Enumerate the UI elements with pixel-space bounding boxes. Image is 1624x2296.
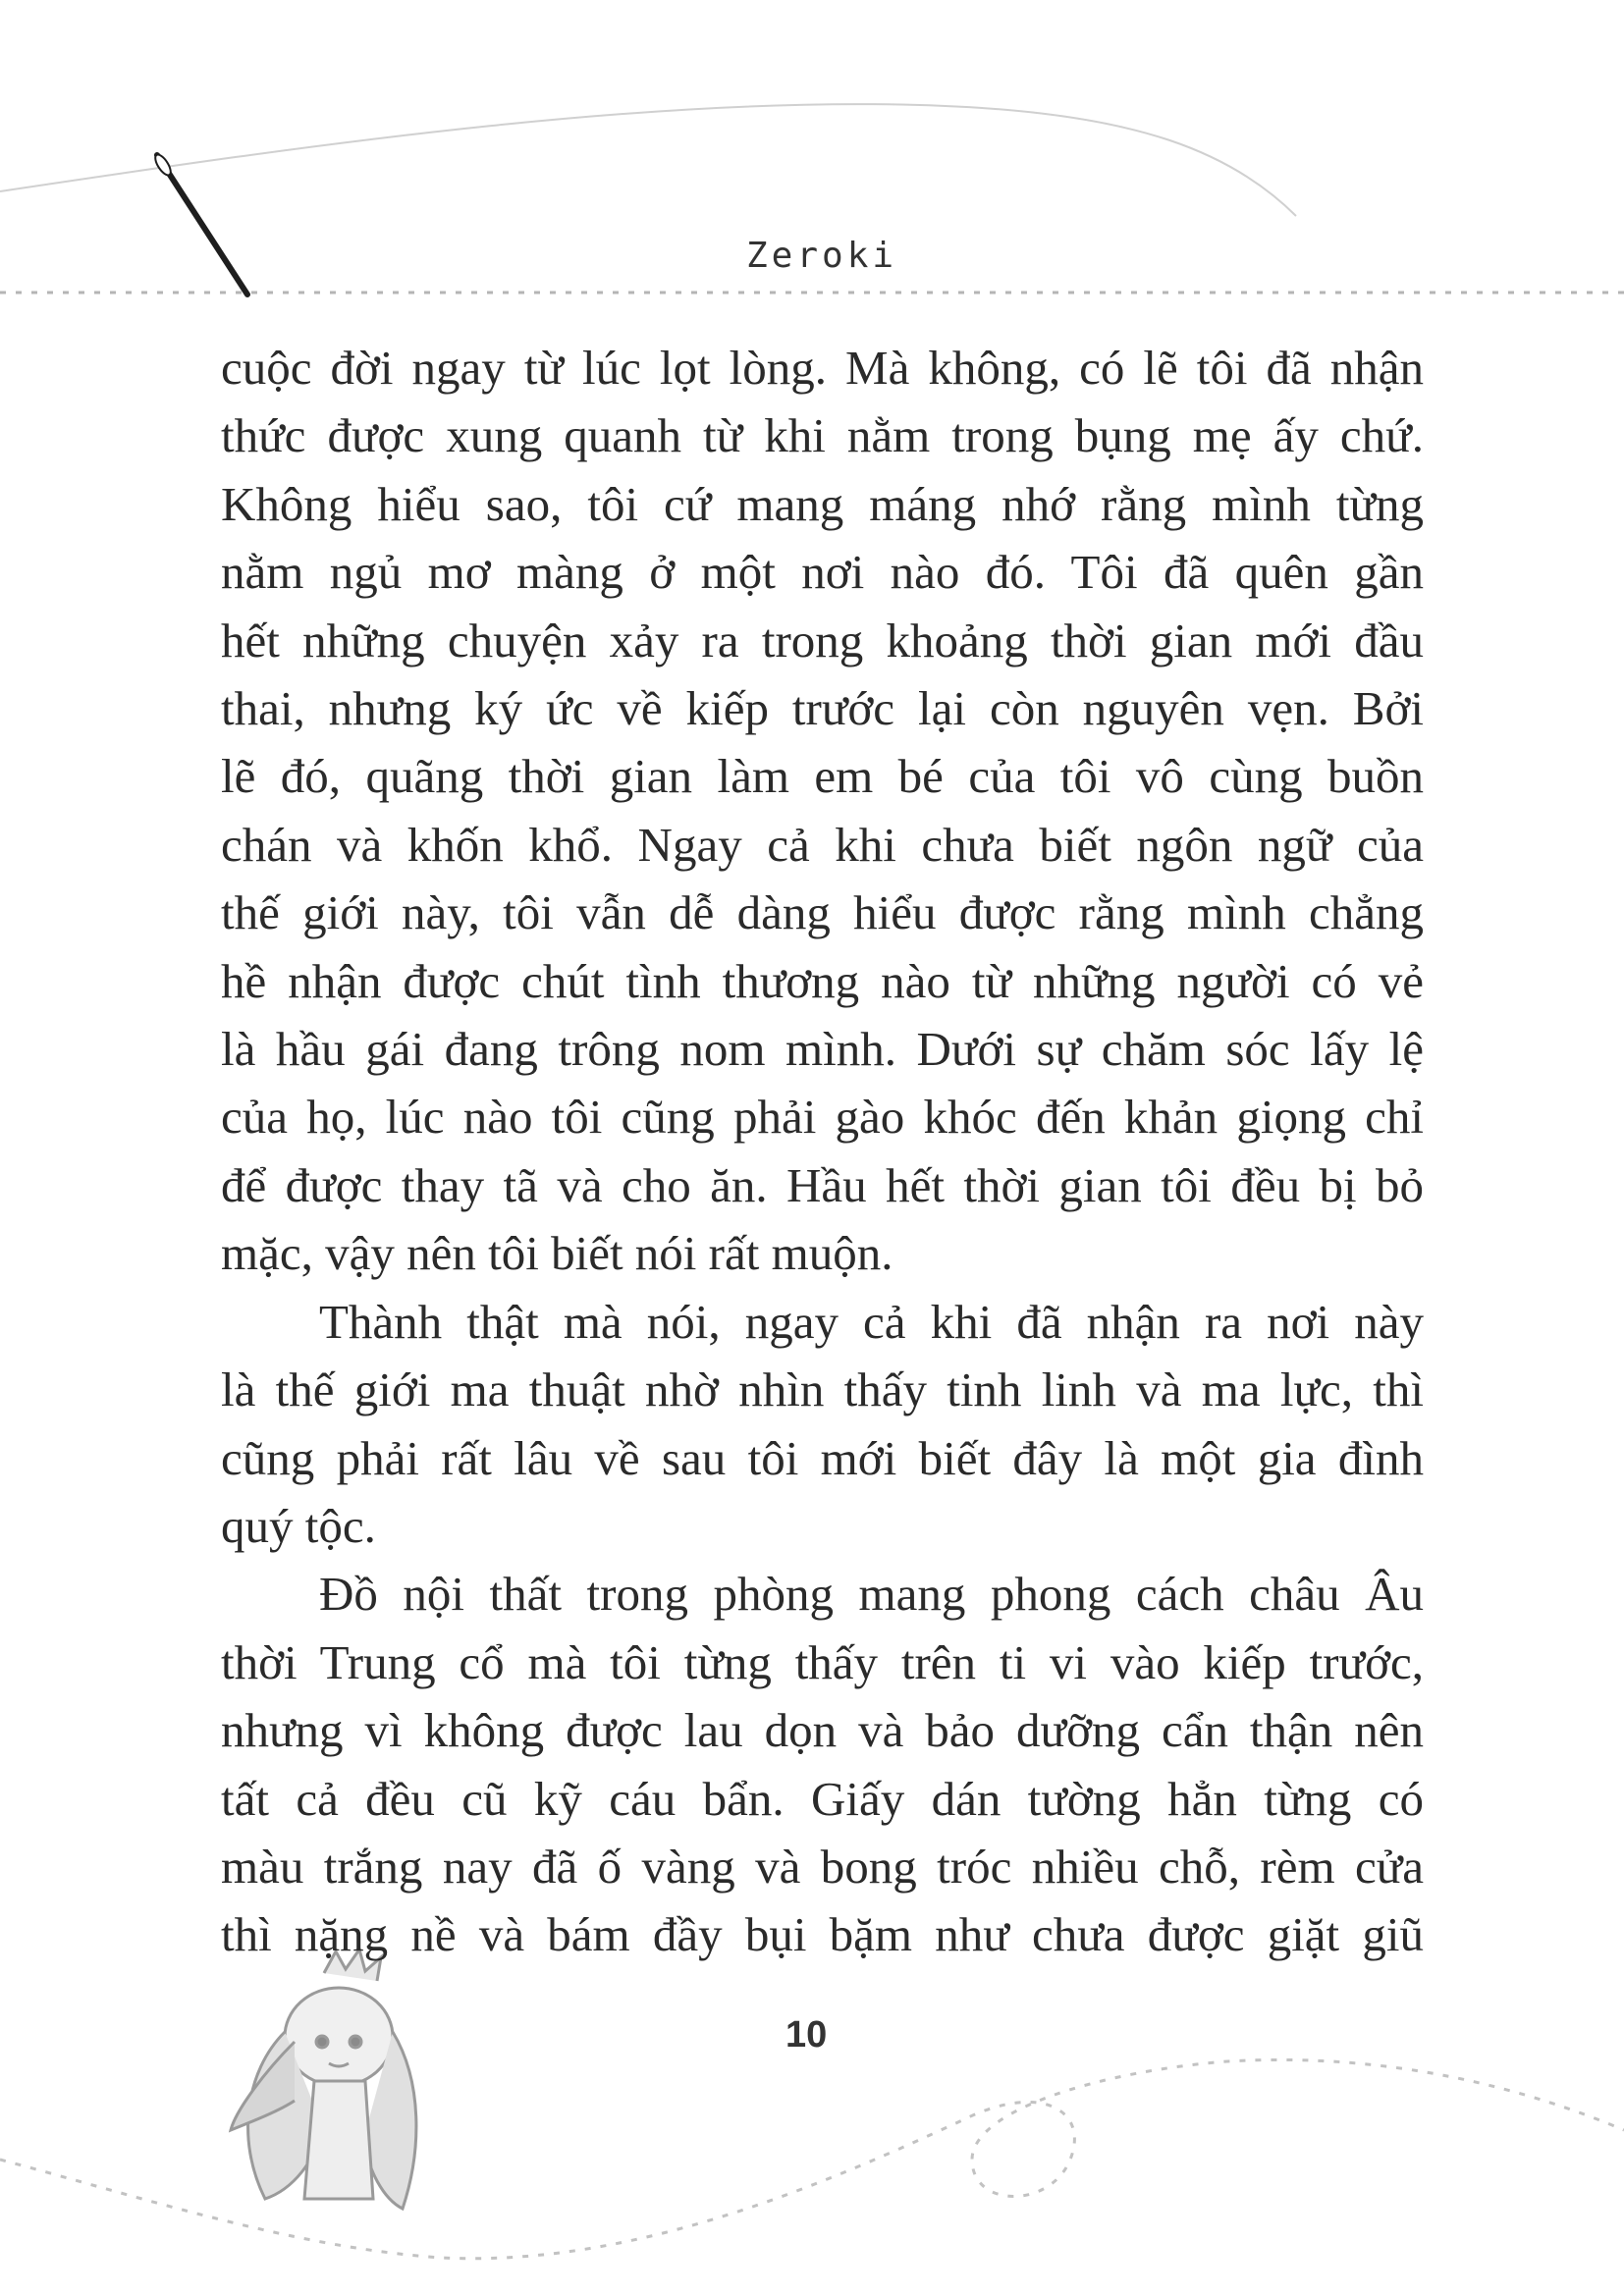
top-curve-line	[0, 104, 1296, 216]
text-line: thì nặng nề và bám đầy bụi bặm như chưa được giặt giũ	[221, 1907, 1424, 1962]
running-head-title: Zeroki	[746, 236, 898, 276]
text-line: Đồ nội thất trong phòng mang phong cách châu Âu	[319, 1567, 1424, 1622]
text-line: hết những chuyện xảy ra trong khoảng thời gian mới đầu	[221, 613, 1424, 667]
text-line: tất cả đều cũ kỹ cáu bẩn. Giấy dán tường hẳn từng có	[221, 1771, 1424, 1826]
text-line: quý tộc.	[221, 1498, 376, 1553]
sewing-needle-icon	[152, 152, 247, 294]
text-line: để được thay tã và cho ăn. Hầu hết thời gian tôi đều bị bỏ	[221, 1157, 1424, 1212]
text-line: là hầu gái đang trông nom mình. Dưới sự chăm sóc lấy lệ	[221, 1022, 1424, 1077]
text-line: thai, nhưng ký ức về kiếp trước lại còn nguyên vẹn. Bởi	[221, 681, 1424, 736]
footer-dotted-swirl	[0, 2059, 1624, 2258]
text-line: chán và khốn khổ. Ngay cả khi chưa biết ngôn ngữ của	[221, 817, 1424, 872]
text-line: lẽ đó, quãng thời gian làm em bé của tôi vô cùng buồn	[221, 749, 1424, 804]
text-line: hề nhận được chút tình thương nào từ những người có vẻ	[221, 953, 1424, 1008]
text-line: Không hiểu sao, tôi cứ mang máng nhớ rằng mình từng	[221, 476, 1424, 531]
text-line: thức được xung quanh từ khi nằm trong bụng mẹ ấy chứ.	[221, 408, 1424, 463]
text-line: của họ, lúc nào tôi cũng phải gào khóc đến khản giọng chỉ	[221, 1090, 1424, 1145]
text-line: thế giới này, tôi vẫn dễ dàng hiểu được rằng mình chẳng	[221, 885, 1424, 940]
text-line: là thế giới ma thuật nhờ nhìn thấy tinh linh và ma lực, thì	[221, 1362, 1424, 1417]
text-line: nằm ngủ mơ màng ở một nơi nào đó. Tôi đã quên gần	[221, 545, 1424, 600]
text-line: Thành thật mà nói, ngay cả khi đã nhận ra nơi này	[319, 1294, 1424, 1349]
text-line: cuộc đời ngay từ lúc lọt lòng. Mà không, có lẽ tôi đã nhận	[221, 341, 1424, 395]
body-text	[221, 334, 1424, 1969]
text-line: cũng phải rất lâu về sau tôi mới biết đây là một gia đình	[221, 1430, 1424, 1485]
text-line: nhưng vì không được lau dọn và bảo dưỡng cẩn thận nên	[221, 1703, 1424, 1758]
page-number: 10	[785, 2014, 828, 2056]
text-line: thời Trung cổ mà tôi từng thấy trên ti vi vào kiếp trước,	[221, 1634, 1424, 1689]
text-line: mặc, vậy nên tôi biết nói rất muộn.	[221, 1226, 893, 1281]
text-line: màu trắng nay đã ố vàng và bong tróc nhiều chỗ, rèm cửa	[221, 1839, 1424, 1894]
chibi-character-illustration-icon	[231, 1949, 416, 2209]
